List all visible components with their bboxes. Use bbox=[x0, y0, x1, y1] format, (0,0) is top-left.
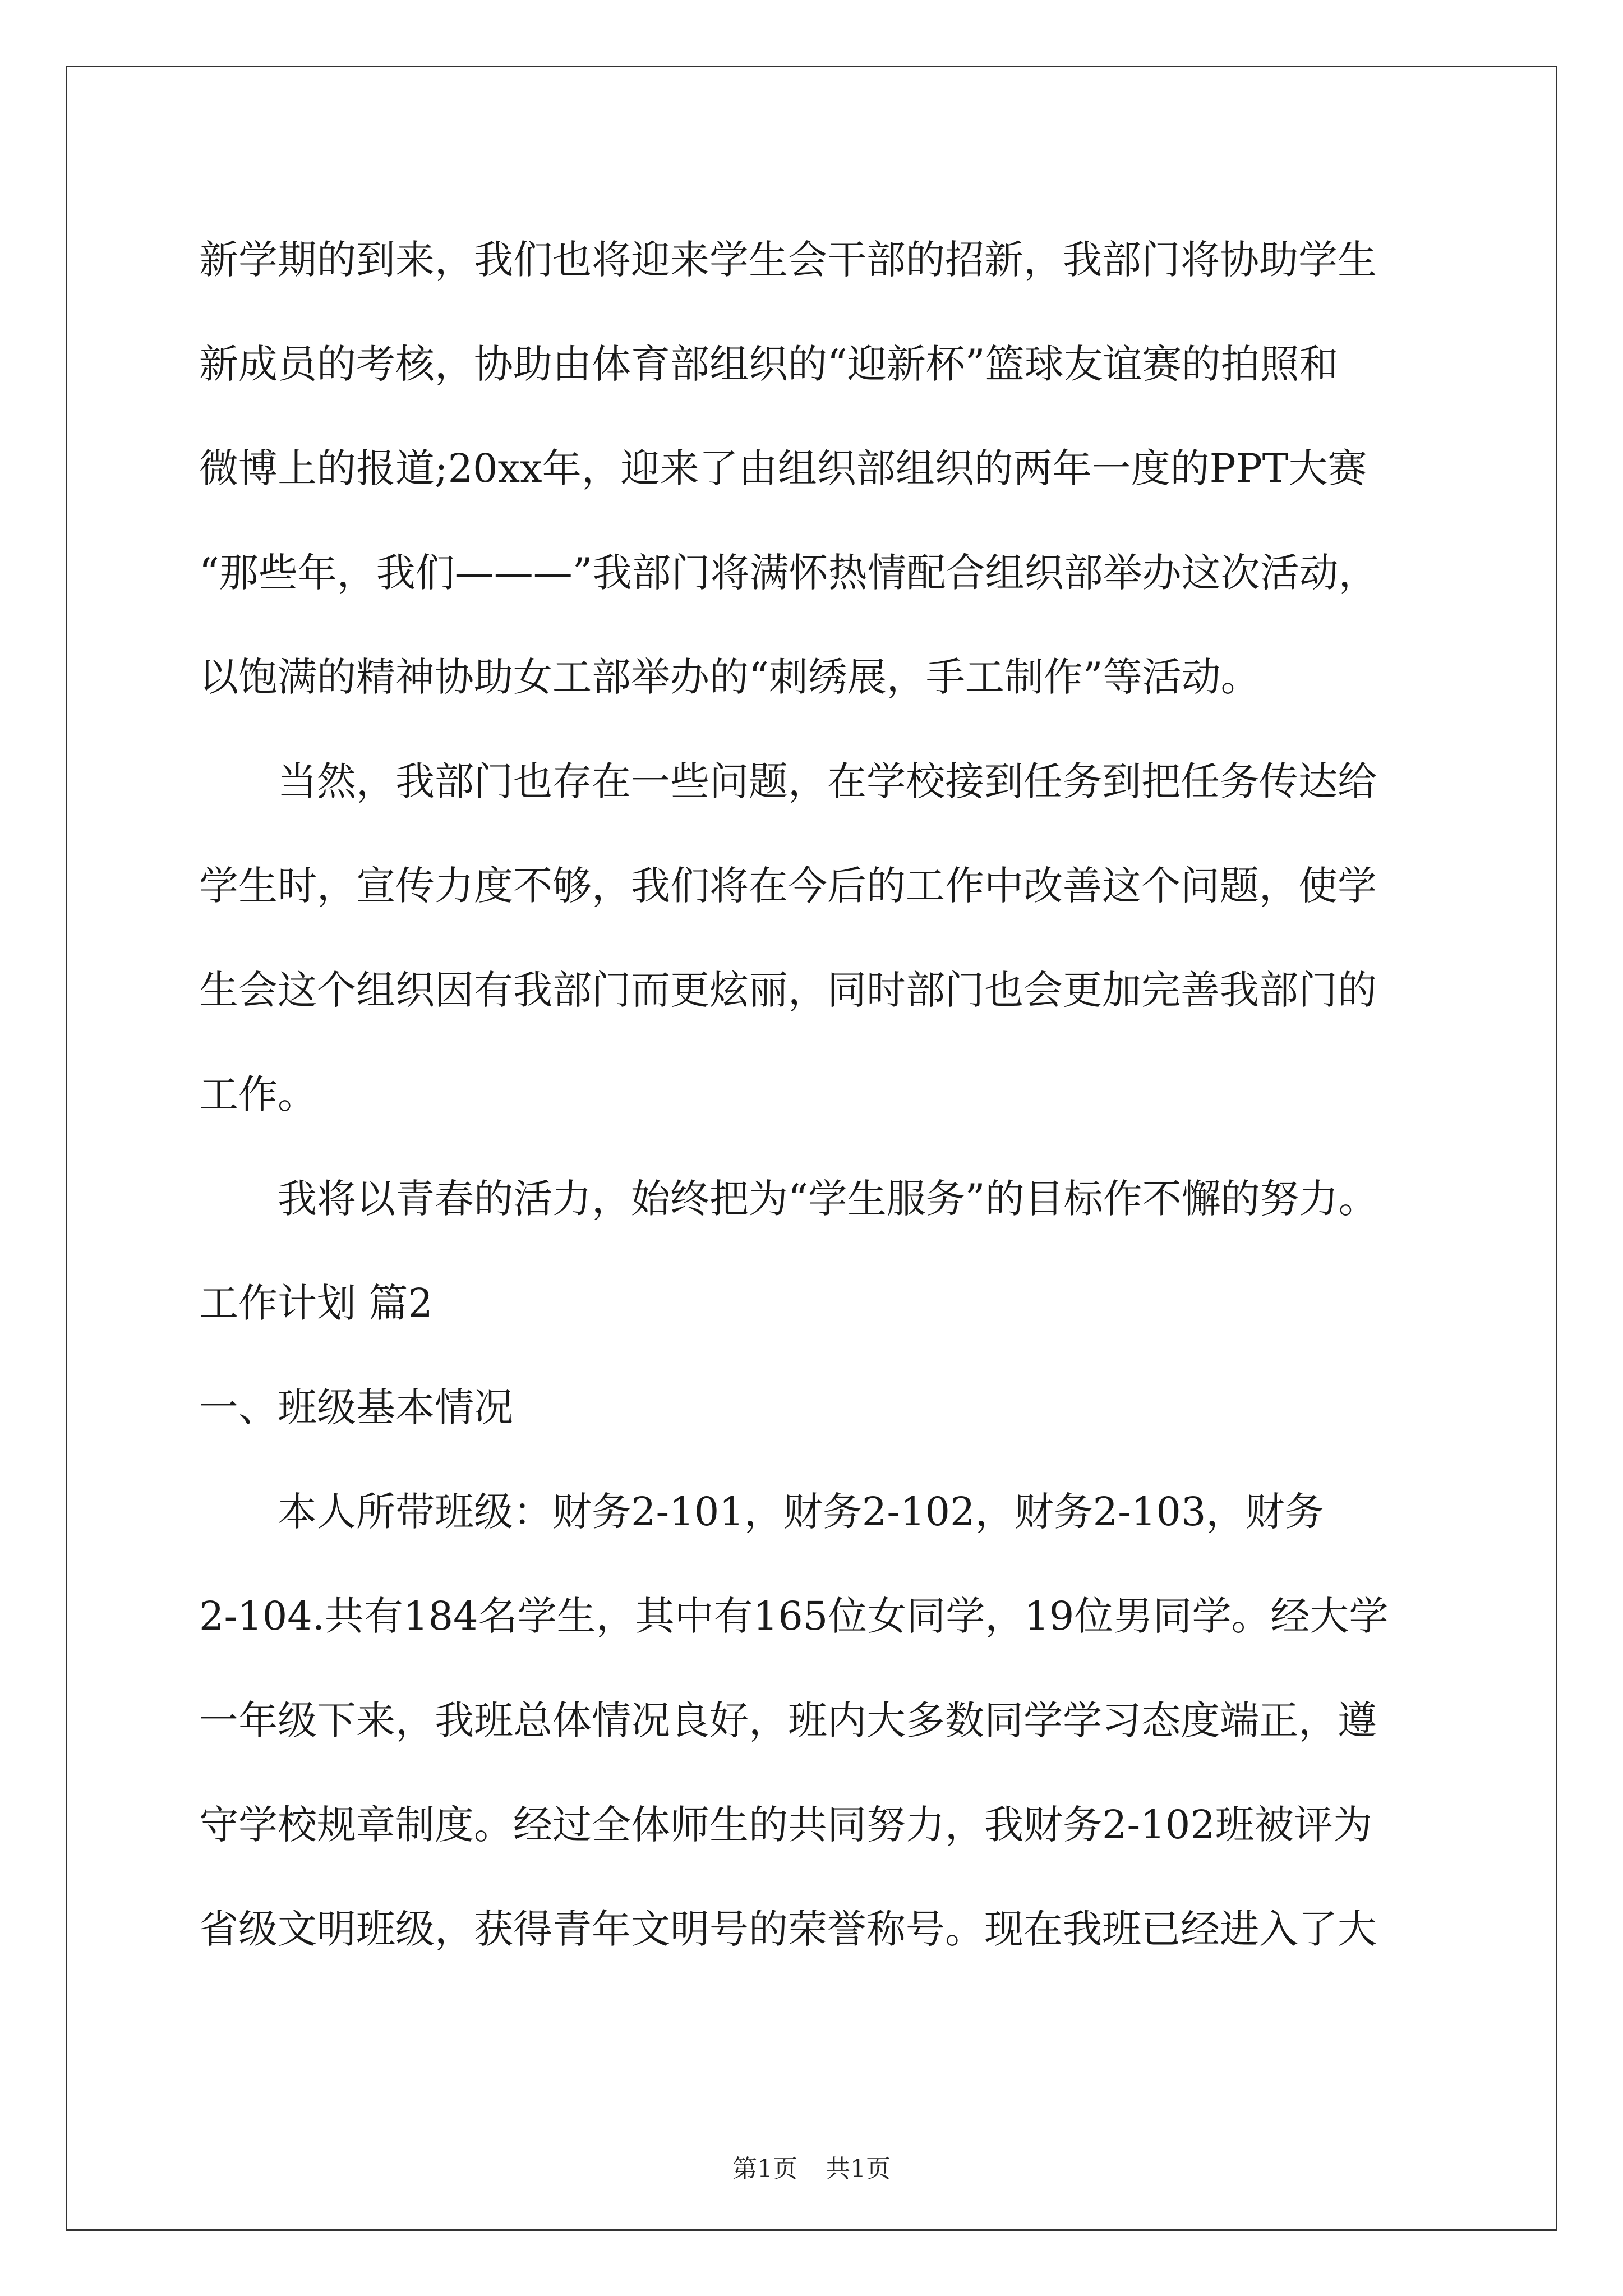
text-line: 一年级下来，我班总体情况良好，班内大多数同学学习态度端正，遵 bbox=[199, 1697, 1377, 1743]
text-line: 守学校规章制度。经过全体师生的共同努力，我财务2-102班被评为 bbox=[199, 1802, 1372, 1848]
text-line: 生会这个组织因有我部门而更炫丽，同时部门也会更加完善我部门的 bbox=[199, 967, 1377, 1013]
text-line: 新成员的考核，协助由体育部组织的“迎新杯”篮球友谊赛的拍照和 bbox=[199, 341, 1339, 387]
text-line: 我将以青春的活力，始终把为“学生服务”的目标作不懈的努力。 bbox=[278, 1176, 1378, 1222]
text-line: 2-104.共有184名学生，其中有165位女同学，19位男同学。经大学 bbox=[199, 1593, 1389, 1639]
page-number: 第1页 bbox=[732, 2155, 797, 2183]
text-line: 本人所带班级：财务2-101，财务2-102，财务2-103，财务 bbox=[278, 1489, 1324, 1535]
page-footer bbox=[0, 2148, 1623, 2184]
text-line: 学生时，宣传力度不够，我们将在今后的工作中改善这个问题，使学 bbox=[199, 863, 1377, 909]
text-line: 工作。 bbox=[199, 1071, 317, 1117]
text-line: “那些年，我们———”我部门将满怀热情配合组织部举办这次活动， bbox=[199, 550, 1378, 596]
subsection-heading: 一、班级基本情况 bbox=[199, 1384, 513, 1430]
section-heading: 工作计划 篇2 bbox=[199, 1280, 433, 1326]
text-line: 省级文明班级，获得青年文明号的荣誉称号。现在我班已经进入了大 bbox=[199, 1906, 1377, 1952]
text-line: 微博上的报道;20xx年，迎来了由组织部组织的两年一度的PPT大赛 bbox=[199, 445, 1367, 491]
text-line: 当然，我部门也存在一些问题，在学校接到任务到把任务传达给 bbox=[278, 758, 1377, 804]
text-line: 以饱满的精神协助女工部举办的“刺绣展，手工制作”等活动。 bbox=[199, 654, 1260, 700]
text-line: 新学期的到来，我们也将迎来学生会干部的招新，我部门将协助学生 bbox=[199, 237, 1377, 283]
document-body bbox=[199, 208, 1433, 1981]
page-total: 共1页 bbox=[826, 2155, 891, 2183]
